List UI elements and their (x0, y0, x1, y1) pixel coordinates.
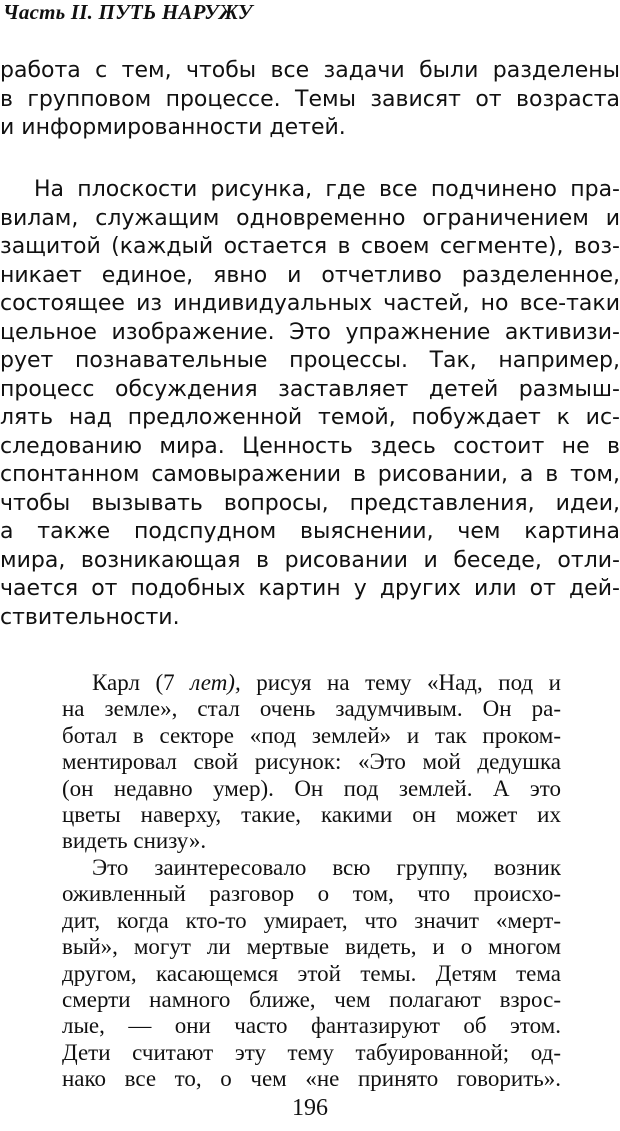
text-line: цветы наверху, такие, какими он может их (62, 801, 561, 827)
text-line: чается от подобных картин у других или от дей- (0, 576, 620, 601)
text-line: и информированности детей. (0, 115, 346, 140)
text-line: состоящее из индивидуальных частей, но все-таки (0, 291, 620, 316)
text-line: процесс обсуждения заставляет детей размыш- (0, 376, 620, 402)
page-number: 196 (292, 1095, 328, 1121)
text-line: защитой (каждый остается в своем сегменте), воз- (0, 234, 620, 259)
text-line: мира, возникающая в рисовании и беседе, отли- (0, 547, 620, 573)
text-line: ствительности. (0, 604, 180, 630)
text-line: другом, касающемся этой темы. Детям тема (62, 960, 561, 986)
text-line: ментировал свой рисунок: «Это мой дедушка (62, 749, 561, 775)
text-line: Дети считают эту тему табуированной; од- (62, 1039, 561, 1065)
running-head: Часть II. ПУТЬ НАРУЖУ (3, 0, 253, 24)
paragraph-2 (0, 176, 620, 632)
text-line: на земле», стал очень задумчивым. Он ра- (62, 696, 561, 722)
text-line: дит, когда кто-то умирает, что значит «мерт- (62, 907, 561, 933)
text-line: Это заинтересовало всю группу, возник (92, 855, 561, 880)
italic-text: лет), (190, 670, 241, 695)
case-example-2 (62, 855, 561, 1093)
text-line: вый», могут ли мертвые видеть, и о многом (62, 934, 561, 960)
text-line: ботал в секторе «под землей» и так проком- (62, 722, 561, 748)
text-line: лые, — они часто фантазируют об этом. (62, 1013, 561, 1039)
text-line: в групповом процессе. Темы зависят от возраста (0, 86, 620, 112)
text-line: оживленный разговор о том, что происхо- (62, 881, 561, 907)
text-line: спонтанном самовыражении в рисовании, а в том, (0, 462, 620, 487)
text-line: (он недавно умер). Он под землей. А это (62, 775, 561, 801)
text-line: следованию мира. Ценность здесь состоит не в (0, 433, 620, 459)
text-line: работа с тем, чтобы все задачи были разделены (0, 58, 620, 83)
text-line: смерти намного ближе, чем полагают взрос- (62, 986, 561, 1012)
text-line: вилам, служащим одновременно ограничением и (0, 205, 620, 231)
text-line: нако все то, о чем «не принято говорить». (62, 1066, 561, 1092)
text-line (62, 670, 561, 696)
text-line: цельное изображение. Это упражнение активизи- (0, 319, 620, 345)
text-line: На плоскости рисунка, где все подчинено пра- (34, 177, 620, 202)
text-line: чтобы вызывать вопросы, представления, идеи, (0, 490, 620, 516)
text-line: лять над предложенной темой, побуждает к ис- (0, 405, 620, 430)
text-line: рует познавательные процессы. Так, например, (0, 348, 620, 373)
text-line: а также подспудном выяснении, чем картина (0, 519, 620, 544)
case-example-1 (62, 670, 561, 855)
text-run: рисуя на тему «Над, под и (240, 670, 561, 695)
text-line: никает единое, явно и отчетливо разделенное, (0, 262, 620, 288)
text-run: Карл (7 (92, 670, 191, 695)
paragraph-1 (0, 57, 620, 143)
text-line: видеть снизу». (62, 828, 207, 854)
